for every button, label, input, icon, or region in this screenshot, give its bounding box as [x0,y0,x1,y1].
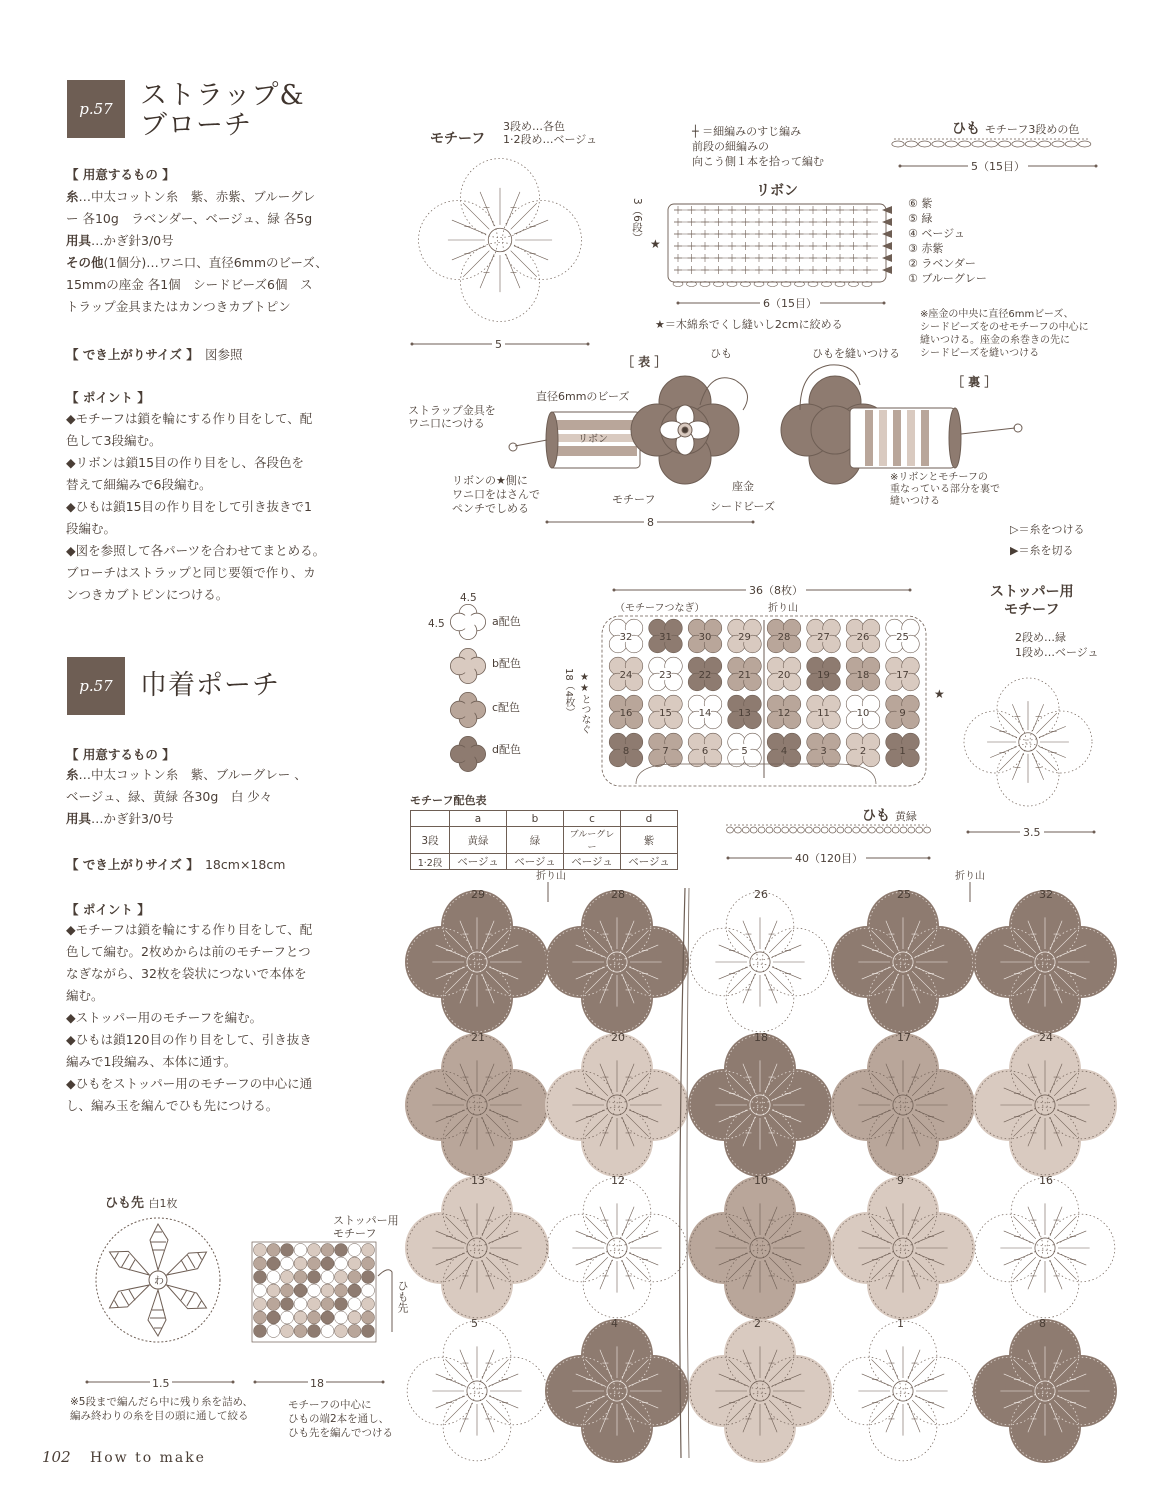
section-title-strap-line2: ブローチ [140,110,252,141]
big-motif [973,1031,1117,1177]
materials-text-pouch: 糸…中太コットン糸 紫、ブルーグレー 、 ベージュ、緑、黄緑 各30g 白 少々 用具…かぎ針3/0号 [66,767,307,826]
big-motif [407,1317,547,1461]
join-motif-number: 27 [817,632,830,643]
colorkey-c: c配色 [492,701,521,714]
join-motif [767,619,801,653]
join-motif [767,657,801,691]
assembly-ribbon-label: リボン [578,434,608,445]
himosaki-center-label: わ [154,1276,164,1287]
join-height: 18（4枚） [563,668,574,718]
points-list-strap: ◆モチーフは鎖を輪にする作り目をして、配 色して3段編む。 ◆リボンは鎖15目の作り目をし、各段色を 替えて細編みで6段編む。 ◆ひもは鎖15目の作り目をして引き抜きで1 段編む。 ◆図を参照して各パーツを合わせてまとめる。 ブローチはストラップと同じ要領で作り、カ ンつきカブトピンにつける。 [66,411,326,602]
join-motif-number: 19 [817,670,830,681]
footer-label: How to make [90,1450,206,1466]
colorkey-height: 4.5 [428,618,445,630]
join-motif-number: 10 [856,708,870,719]
join-motif [886,619,920,653]
join-motif-number: 31 [659,632,672,643]
assembly-seed-label: シードビーズ [710,500,776,513]
motif-dim: 5 [492,338,505,351]
motif-note: 3段め…各色 1·2段め…ベージュ [503,120,598,146]
join-motif [728,695,762,729]
join-motif-number: 7 [662,746,669,757]
colorkey-d: d配色 [492,743,521,756]
finish-note: モチーフの中心に ひもの端2本を通し、 ひも先を編んでつける [288,1399,393,1439]
join-motif [846,695,880,729]
join-motif [609,657,643,691]
join-motif-number: 23 [659,670,672,681]
big-motif [405,888,549,1034]
size-heading-pouch: 【 でき上がりサイズ 】 18cm×18cm [66,857,286,872]
ribbon-title: リボン [756,183,798,199]
himosaki-diagram [80,1210,240,1360]
cord2-title: ひも 黄緑 [862,808,917,824]
join-motif [649,733,683,767]
assembly-motif-label: モチーフ [612,493,656,506]
big-motif-number: 13 [471,1174,485,1187]
page-number: 102 [42,1448,71,1466]
cord2-dim: 40（120目） [792,852,866,865]
stopper-title: ストッパー用 モチーフ [990,584,1074,618]
big-motif [973,888,1117,1034]
assembly-front-label: ［ 表 ］ [622,355,667,369]
color-table [410,810,678,870]
big-motif [690,888,830,1032]
join-width: 36（8枚） [746,584,806,597]
big-motif-number: 5 [471,1317,478,1330]
big-motif [545,1031,689,1177]
join-motif-number: 5 [741,746,748,757]
join-motif-number: 4 [780,746,788,757]
big-motif-number: 16 [1039,1174,1053,1187]
big-motif-number: 17 [897,1031,911,1044]
ribbon-star-note: ★＝木綿糸でくし縫いし2cmに絞める [655,318,843,331]
assembly-cord-label: ひも [710,347,732,360]
big-motif [545,888,689,1034]
page-ref-badge-pouch: p.57 [67,657,125,715]
colorkey-a: a配色 [492,615,521,628]
join-motif [807,695,841,729]
points-heading-pouch: 【 ポイント 】 [66,902,150,917]
big-motif-number: 8 [1039,1317,1046,1330]
join-motif [728,733,762,767]
join-motif [846,619,880,653]
join-motif [728,619,762,653]
join-motif [649,657,683,691]
join-motif [609,619,643,653]
big-motif [831,1031,975,1177]
join-motif-number: 13 [738,708,751,719]
color-table-row: 1·2段 ベージュ ベージュ ベージュ ベージュ [411,854,678,870]
stopper-dim: 3.5 [1020,826,1044,839]
join-title: （モチーフつなぎ） [615,603,705,614]
big-motif [405,1174,549,1320]
legend-attach: ▷＝糸をつける [1010,523,1085,536]
himosaki-footnote: ※5段まで編んだら中に残り糸を詰め、 編み終わりの糸を目の頭に通して絞る [70,1396,254,1422]
big-motif [688,1317,832,1463]
section-title-strap-line1: ストラップ& [140,80,305,111]
join-motif-number: 17 [896,670,909,681]
join-motif [688,733,722,767]
big-motif-diagram [405,880,1125,1470]
big-fold-right: 折り山 [955,871,985,882]
color-table-row: 3段 黄緑 緑 ブルーグレー 紫 [411,827,678,854]
finished-pouch-diagram [250,1240,410,1380]
assembly-strap-label: ストラップ金具を ワニ口につける [408,404,496,430]
join-motif [807,733,841,767]
join-motif-number: 6 [701,746,709,757]
assembly-clip-label: リボンの★側に ワニ口をはさんで ペンチでしめる [452,474,540,515]
bead-note: ※座金の中央に直径6mmビーズ、 シードビーズをのせモチーフの中心に 縫いつける。座金の糸巻きの先に シードビーズを縫いつける [920,309,1089,359]
join-motif [688,657,722,691]
assembly-bead-label: 直径6mmのビーズ [536,390,630,403]
big-motif-number: 18 [754,1031,768,1044]
join-motif [649,619,683,653]
join-motif [846,733,880,767]
join-motif [728,657,762,691]
big-motif [688,1031,832,1177]
big-motif-number: 1 [897,1317,904,1330]
himosaki-dim: 1.5 [152,1377,170,1390]
join-diagram [596,612,936,790]
himosaki-title: ひも先 白1枚 [105,1196,178,1211]
color-table-header: a b c d [411,811,678,827]
motif-title: モチーフ [430,131,486,147]
big-motif [831,888,975,1034]
big-motif-number: 10 [754,1174,768,1187]
colorkey-width: 4.5 [460,592,477,604]
finish-himosaki-label: ひも先 [396,1280,409,1313]
big-motif [973,1317,1117,1463]
join-motif-number: 32 [619,632,633,643]
join-motif-number: 12 [777,708,791,719]
join-motif-number: 21 [738,670,751,681]
join-motif-number: 30 [698,632,712,643]
join-motif-number: 14 [698,708,712,719]
materials-heading-pouch: 【 用意するもの 】 [66,747,175,762]
assembly-sew-note: ※リボンとモチーフの 重なっている部分を裏で 縫いつける [890,472,1000,507]
page-ref-badge-strap: p.57 [67,80,125,138]
assembly-zagane-label: 座金 [732,480,754,493]
join-motif-number: 18 [856,670,870,681]
join-motif [886,695,920,729]
join-motif [609,695,643,729]
join-motif-number: 28 [777,632,791,643]
join-motif [767,695,801,729]
big-motif-number: 2 [754,1317,761,1330]
join-motif-number: 26 [856,632,870,643]
big-motif [545,1317,689,1463]
big-motif [831,1174,975,1320]
color-table-title: モチーフ配色表 [410,794,487,807]
join-motif-number: 25 [896,632,909,643]
join-motif-number: 29 [738,632,751,643]
cord1-dim: 5（15目） [968,160,1028,173]
big-motif-number: 9 [897,1174,904,1187]
join-height-note: ★★とつなぐ [579,672,590,734]
ribbon-star: ★ [650,237,661,251]
join-motif-number: 9 [899,708,906,719]
materials-text-strap: 糸…中太コットン糸 紫、赤紫、ブルーグレ ー 各10g ラベンダー、ベージュ、緑 各5g 用具…かぎ針3/0号 その他(1個分)…ワニ口、直径6mmのビーズ、 15mmの座金 各1個 シードビーズ6個 ス トラップ金具またはカンつきカブトピン [66,189,328,314]
big-motif [547,1174,687,1318]
join-motif-number: 20 [777,670,791,681]
join-motif-number: 2 [859,746,867,757]
join-motif-number: 24 [619,670,633,681]
points-list-pouch: ◆モチーフは鎖を輪にする作り目をして、配 色して編む。2枚めからは前のモチーフとつ なぎながら、32枚を袋状につないで本体を 編む。 ◆ストッパー用のモチーフを編む。 ◆ひもは鎖120目の作り目をして、引き抜き 編みで1段編み、本体に通す。 ◆ひもをストッパー用のモチーフの中心に通 し、編み玉を編んでひも先につける。 [66,922,313,1113]
big-motif-number: 12 [611,1174,625,1187]
ribbon-height: 3（6段） [631,198,643,243]
big-fold-left: 折り山 [536,871,566,882]
assembly-cord-sew-label: ひもを縫いつける [812,347,900,360]
cord1-title: ひも モチーフ3段めの色 [952,121,1080,137]
join-motif-number: 11 [817,708,830,719]
finish-dim: 18 [310,1377,324,1390]
join-motif-number: 15 [659,708,672,719]
big-motif-number: 21 [471,1031,485,1044]
join-motif [807,657,841,691]
colorkey-swatches [444,600,494,780]
join-star-right: ★ [934,687,945,701]
join-motif-number: 16 [619,708,633,719]
assembly-dim: 8 [644,516,657,529]
ribbon-diagram [660,196,900,288]
finish-stopper-label: ストッパー用 モチーフ [333,1214,399,1240]
assembly-back-label: ［ 裏 ］ [952,375,997,389]
big-motif-number: 24 [1039,1031,1053,1044]
join-motif [688,695,722,729]
big-motif-number: 4 [611,1317,618,1330]
big-motif-number: 32 [1039,888,1053,901]
legend-cut: ▶＝糸を切る [1010,544,1074,557]
big-motif-number: 20 [611,1031,625,1044]
ribbon-symbol-note: ┼ ＝細編みのすじ編み 前段の細編みの 向こう側１本を拾って編む [692,125,824,168]
join-motif [886,733,920,767]
size-heading-strap: 【 でき上がりサイズ 】 図参照 [66,347,243,362]
big-motif [975,1174,1115,1318]
stopper-note: 2段め…緑 1段め…ベージュ [1015,631,1099,659]
join-motif-number: 3 [820,746,827,757]
join-motif [767,733,801,767]
big-motif-number: 25 [897,888,911,901]
points-heading-strap: 【 ポイント 】 [66,390,150,405]
join-motif [609,733,643,767]
big-motif [688,1174,832,1320]
join-motif [807,619,841,653]
big-motif [833,1317,973,1461]
section-title-pouch: 巾着ポーチ [140,670,280,701]
join-motif [846,657,880,691]
join-motif [649,695,683,729]
join-motif [886,657,920,691]
motif-diagram [410,148,590,333]
big-motif-number: 28 [611,888,625,901]
ribbon-row-labels: ⑥ 紫 ⑤ 緑 ④ ベージュ ③ 赤紫 ② ラベンダー ① ブルーグレー [908,197,987,285]
cord2-diagram [722,822,937,838]
join-motif [688,619,722,653]
join-motif-number: 22 [698,670,712,681]
join-motif-number: 8 [622,746,630,757]
join-fold: 折り山 [768,603,798,614]
ribbon-width: 6（15目） [760,297,820,310]
colorkey-b: b配色 [492,657,521,670]
big-motif-number: 26 [754,888,768,901]
big-motif [405,1031,549,1177]
big-motif-number: 29 [471,888,485,901]
stopper-diagram [958,668,1098,816]
join-motif-number: 1 [899,746,906,757]
materials-heading-strap: 【 用意するもの 】 [66,167,175,182]
cord1-diagram [890,136,1100,152]
